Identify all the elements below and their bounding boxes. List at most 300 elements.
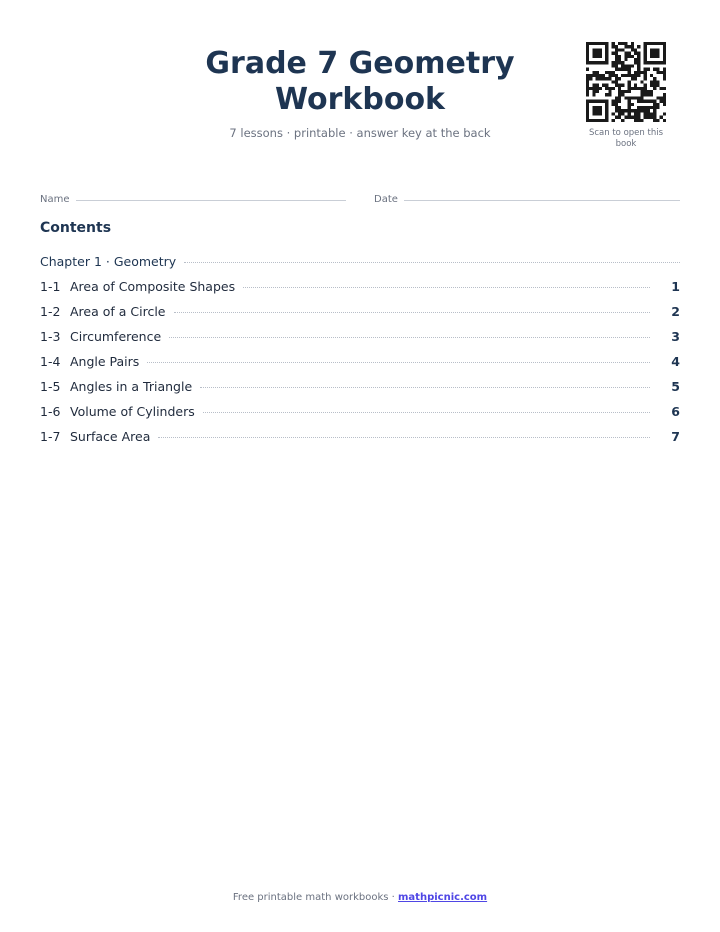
qr-module bbox=[599, 55, 602, 58]
dot-leader bbox=[169, 337, 650, 338]
qr-module bbox=[634, 58, 637, 61]
qr-module bbox=[612, 45, 615, 48]
qr-module bbox=[605, 112, 608, 115]
lesson-row[interactable] bbox=[40, 304, 680, 329]
qr-module bbox=[621, 68, 624, 71]
qr-module bbox=[592, 52, 595, 55]
qr-module bbox=[621, 48, 624, 51]
qr-module bbox=[663, 87, 666, 90]
qr-module bbox=[596, 109, 599, 112]
qr-caption: Scan to open this book bbox=[588, 128, 664, 149]
qr-module bbox=[599, 106, 602, 109]
footer-link[interactable]: mathpicnic.com bbox=[398, 892, 488, 903]
qr-module bbox=[599, 52, 602, 55]
qr-module bbox=[586, 90, 589, 93]
qr-module bbox=[596, 71, 599, 74]
qr-module bbox=[631, 45, 634, 48]
qr-module bbox=[663, 55, 666, 58]
qr-module bbox=[637, 116, 640, 119]
qr-module bbox=[621, 84, 624, 87]
qr-module bbox=[586, 55, 589, 58]
qr-module bbox=[628, 106, 631, 109]
qr-module bbox=[615, 96, 618, 99]
qr-module bbox=[653, 61, 656, 64]
dot-leader bbox=[147, 362, 650, 363]
qr-module bbox=[602, 100, 605, 103]
qr-module bbox=[640, 90, 643, 93]
dot-leader bbox=[243, 287, 650, 288]
qr-module bbox=[637, 61, 640, 64]
qr-module bbox=[637, 96, 640, 99]
qr-module bbox=[653, 87, 656, 90]
qr-module bbox=[663, 103, 666, 106]
qr-module bbox=[653, 106, 656, 109]
qr-module bbox=[650, 93, 653, 96]
qr-module bbox=[592, 87, 595, 90]
qr-module bbox=[605, 84, 608, 87]
qr-module bbox=[599, 42, 602, 45]
qr-module bbox=[637, 106, 640, 109]
qr-module bbox=[631, 55, 634, 58]
qr-module bbox=[586, 45, 589, 48]
lesson-page-number: 1 bbox=[671, 279, 680, 294]
qr-module bbox=[650, 100, 653, 103]
qr-module bbox=[624, 55, 627, 58]
qr-module bbox=[650, 90, 653, 93]
qr-module bbox=[631, 74, 634, 77]
qr-module bbox=[637, 45, 640, 48]
qr-module bbox=[605, 119, 608, 122]
lesson-page-number: 3 bbox=[671, 329, 680, 344]
qr-module bbox=[615, 103, 618, 106]
qr-module bbox=[608, 77, 611, 80]
qr-module bbox=[656, 42, 659, 45]
qr-module bbox=[605, 103, 608, 106]
lesson-page-number: 4 bbox=[671, 354, 680, 369]
name-line[interactable] bbox=[76, 200, 346, 201]
qr-module bbox=[634, 77, 637, 80]
qr-module bbox=[612, 74, 615, 77]
qr-module bbox=[599, 112, 602, 115]
qr-module bbox=[650, 74, 653, 77]
qr-module bbox=[634, 48, 637, 51]
qr-module bbox=[615, 58, 618, 61]
qr-module bbox=[660, 116, 663, 119]
qr-module bbox=[631, 42, 634, 45]
lesson-row[interactable] bbox=[40, 429, 680, 454]
qr-module bbox=[586, 119, 589, 122]
qr-module bbox=[621, 119, 624, 122]
qr-module bbox=[618, 58, 621, 61]
qr-module bbox=[599, 77, 602, 80]
qr-module bbox=[589, 119, 592, 122]
date-label: Date bbox=[374, 193, 398, 205]
qr-module bbox=[653, 100, 656, 103]
qr-module bbox=[663, 112, 666, 115]
qr-module bbox=[631, 87, 634, 90]
qr-module bbox=[586, 106, 589, 109]
title-line-2: Workbook bbox=[274, 82, 446, 117]
qr-module bbox=[596, 100, 599, 103]
lesson-row[interactable] bbox=[40, 354, 680, 379]
qr-module bbox=[637, 112, 640, 115]
qr-module bbox=[663, 68, 666, 71]
qr-module bbox=[628, 96, 631, 99]
qr-module bbox=[647, 106, 650, 109]
qr-module bbox=[647, 90, 650, 93]
qr-module bbox=[628, 109, 631, 112]
qr-module bbox=[647, 42, 650, 45]
qr-module bbox=[605, 61, 608, 64]
qr-module bbox=[653, 80, 656, 83]
qr-module bbox=[634, 52, 637, 55]
qr-module bbox=[618, 84, 621, 87]
qr-module bbox=[660, 71, 663, 74]
qr-module bbox=[624, 109, 627, 112]
qr-module bbox=[663, 71, 666, 74]
qr-module bbox=[621, 42, 624, 45]
qr-module bbox=[653, 116, 656, 119]
qr-module bbox=[621, 112, 624, 115]
qr-module bbox=[592, 93, 595, 96]
date-line[interactable] bbox=[404, 200, 680, 201]
qr-module bbox=[589, 100, 592, 103]
qr-module bbox=[586, 103, 589, 106]
qr-module bbox=[615, 74, 618, 77]
qr-module bbox=[644, 106, 647, 109]
qr-module bbox=[640, 71, 643, 74]
qr-module bbox=[663, 45, 666, 48]
qr-module bbox=[631, 103, 634, 106]
qr-module bbox=[589, 74, 592, 77]
qr-module bbox=[650, 55, 653, 58]
lesson-row[interactable] bbox=[40, 379, 680, 404]
qr-module bbox=[640, 80, 643, 83]
qr-module bbox=[618, 96, 621, 99]
qr-module bbox=[656, 103, 659, 106]
qr-module bbox=[592, 106, 595, 109]
qr-module bbox=[637, 87, 640, 90]
qr-module bbox=[612, 52, 615, 55]
qr-module bbox=[634, 74, 637, 77]
qr-module bbox=[596, 84, 599, 87]
qr-module bbox=[660, 96, 663, 99]
qr-module bbox=[628, 100, 631, 103]
qr-module bbox=[637, 64, 640, 67]
qr-module bbox=[628, 116, 631, 119]
qr-module bbox=[663, 100, 666, 103]
qr-module bbox=[660, 100, 663, 103]
qr-module bbox=[663, 119, 666, 122]
qr-module bbox=[634, 71, 637, 74]
qr-module bbox=[650, 116, 653, 119]
qr-module bbox=[637, 109, 640, 112]
qr-module bbox=[599, 61, 602, 64]
qr-module bbox=[660, 87, 663, 90]
qr-module bbox=[605, 100, 608, 103]
lesson-number: 1-4 bbox=[40, 354, 61, 369]
qr-module bbox=[612, 61, 615, 64]
qr-module bbox=[637, 52, 640, 55]
qr-module bbox=[612, 103, 615, 106]
qr-module bbox=[615, 45, 618, 48]
lesson-title: Angles in a Triangle bbox=[70, 379, 193, 394]
name-field[interactable] bbox=[40, 192, 346, 206]
qr-module bbox=[640, 96, 643, 99]
qr-module bbox=[650, 52, 653, 55]
qr-module bbox=[596, 52, 599, 55]
qr-module bbox=[644, 109, 647, 112]
qr-module bbox=[628, 71, 631, 74]
title-line-1: Grade 7 Geometry bbox=[205, 46, 515, 81]
qr-module bbox=[628, 68, 631, 71]
date-field[interactable] bbox=[374, 192, 680, 206]
qr-module bbox=[602, 77, 605, 80]
qr-module bbox=[596, 55, 599, 58]
qr-module bbox=[599, 74, 602, 77]
qr-module bbox=[618, 116, 621, 119]
qr-module bbox=[644, 77, 647, 80]
qr-module bbox=[602, 74, 605, 77]
page-footer bbox=[0, 892, 720, 903]
lesson-row[interactable] bbox=[40, 279, 680, 304]
contents-heading: Contents bbox=[40, 220, 112, 236]
qr-module bbox=[650, 112, 653, 115]
qr-module bbox=[663, 61, 666, 64]
qr-module bbox=[653, 52, 656, 55]
qr-module bbox=[586, 93, 589, 96]
qr-module bbox=[586, 116, 589, 119]
qr-module bbox=[586, 68, 589, 71]
qr-module bbox=[634, 119, 637, 122]
qr-module bbox=[628, 103, 631, 106]
qr-module bbox=[605, 45, 608, 48]
qr-module bbox=[624, 116, 627, 119]
qr-module bbox=[596, 42, 599, 45]
lesson-page-number: 7 bbox=[671, 429, 680, 444]
qr-module bbox=[592, 74, 595, 77]
qr-module bbox=[612, 100, 615, 103]
qr-module bbox=[656, 52, 659, 55]
qr-module bbox=[644, 52, 647, 55]
qr-module bbox=[653, 77, 656, 80]
qr-module bbox=[608, 87, 611, 90]
qr-module bbox=[628, 64, 631, 67]
lesson-row[interactable] bbox=[40, 329, 680, 354]
dot-leader bbox=[200, 387, 650, 388]
qr-module bbox=[605, 106, 608, 109]
qr-module bbox=[586, 58, 589, 61]
qr-module bbox=[621, 90, 624, 93]
qr-module bbox=[653, 112, 656, 115]
qr-module bbox=[634, 112, 637, 115]
qr-module bbox=[628, 74, 631, 77]
qr-module bbox=[586, 52, 589, 55]
qr-module bbox=[608, 71, 611, 74]
qr-module bbox=[586, 87, 589, 90]
qr-module bbox=[586, 61, 589, 64]
lesson-title: Circumference bbox=[70, 329, 162, 344]
qr-module bbox=[624, 90, 627, 93]
qr-module bbox=[628, 84, 631, 87]
qr-module bbox=[618, 100, 621, 103]
qr-module bbox=[647, 109, 650, 112]
qr-module bbox=[650, 84, 653, 87]
qr-module bbox=[660, 42, 663, 45]
qr-module bbox=[653, 103, 656, 106]
qr-module bbox=[596, 48, 599, 51]
qr-module bbox=[615, 84, 618, 87]
qr-module bbox=[644, 84, 647, 87]
lesson-page-number: 2 bbox=[671, 304, 680, 319]
qr-module bbox=[612, 112, 615, 115]
qr-module bbox=[586, 109, 589, 112]
qr-module bbox=[624, 96, 627, 99]
qr-module bbox=[605, 42, 608, 45]
qr-module bbox=[615, 64, 618, 67]
qr-module bbox=[608, 74, 611, 77]
qr-module bbox=[624, 42, 627, 45]
table-of-contents bbox=[40, 254, 680, 454]
qr-module bbox=[663, 77, 666, 80]
qr-module bbox=[615, 52, 618, 55]
qr-module bbox=[624, 64, 627, 67]
qr-module bbox=[615, 48, 618, 51]
qr-module bbox=[596, 119, 599, 122]
qr-module bbox=[618, 87, 621, 90]
lesson-number: 1-6 bbox=[40, 404, 61, 419]
qr-module bbox=[615, 77, 618, 80]
qr-module bbox=[644, 100, 647, 103]
qr-module bbox=[647, 112, 650, 115]
qr-module bbox=[656, 48, 659, 51]
qr-module bbox=[656, 106, 659, 109]
qr-module bbox=[647, 116, 650, 119]
qr-module bbox=[663, 96, 666, 99]
qr-module bbox=[644, 90, 647, 93]
dot-leader bbox=[174, 312, 651, 313]
qr-module bbox=[612, 80, 615, 83]
qr-module bbox=[644, 55, 647, 58]
qr-module bbox=[605, 48, 608, 51]
qr-module bbox=[640, 109, 643, 112]
qr-module bbox=[628, 45, 631, 48]
qr-module bbox=[602, 61, 605, 64]
qr-module bbox=[624, 52, 627, 55]
qr-module bbox=[637, 71, 640, 74]
qr-module bbox=[634, 61, 637, 64]
qr-module bbox=[605, 58, 608, 61]
qr-module bbox=[624, 45, 627, 48]
qr-module bbox=[592, 42, 595, 45]
qr-module bbox=[618, 112, 621, 115]
qr-module bbox=[592, 84, 595, 87]
qr-module bbox=[596, 77, 599, 80]
qr-module bbox=[586, 48, 589, 51]
qr-module bbox=[637, 74, 640, 77]
qr-module bbox=[660, 61, 663, 64]
qr-module bbox=[605, 55, 608, 58]
qr-module bbox=[589, 61, 592, 64]
qr-module bbox=[599, 48, 602, 51]
qr-module bbox=[596, 90, 599, 93]
qr-code[interactable] bbox=[586, 42, 666, 122]
qr-module bbox=[640, 100, 643, 103]
qr-module bbox=[602, 42, 605, 45]
dot-leader bbox=[203, 412, 650, 413]
qr-module bbox=[647, 93, 650, 96]
qr-module bbox=[602, 84, 605, 87]
qr-module bbox=[615, 61, 618, 64]
qr-module bbox=[621, 64, 624, 67]
qr-module bbox=[663, 42, 666, 45]
qr-module bbox=[644, 112, 647, 115]
qr-module bbox=[631, 77, 634, 80]
qr-module bbox=[599, 109, 602, 112]
qr-module bbox=[615, 116, 618, 119]
qr-module bbox=[618, 106, 621, 109]
qr-module bbox=[592, 90, 595, 93]
qr-module bbox=[621, 109, 624, 112]
lesson-row[interactable] bbox=[40, 404, 680, 429]
qr-module bbox=[605, 52, 608, 55]
chapter-row bbox=[40, 254, 680, 279]
qr-module bbox=[605, 87, 608, 90]
lesson-title: Volume of Cylinders bbox=[70, 404, 195, 419]
qr-module bbox=[624, 74, 627, 77]
qr-module bbox=[656, 61, 659, 64]
qr-module bbox=[631, 48, 634, 51]
qr-module bbox=[605, 77, 608, 80]
qr-module bbox=[640, 93, 643, 96]
qr-module bbox=[592, 109, 595, 112]
lesson-title: Area of a Circle bbox=[70, 304, 166, 319]
qr-module bbox=[628, 90, 631, 93]
qr-module bbox=[634, 96, 637, 99]
footer-text: Free printable math workbooks · bbox=[232, 892, 399, 903]
qr-module bbox=[589, 42, 592, 45]
qr-module bbox=[644, 58, 647, 61]
qr-module bbox=[596, 112, 599, 115]
qr-module bbox=[592, 55, 595, 58]
workbook-subtitle: 7 lessons · printable · answer key at the back bbox=[229, 126, 491, 140]
qr-module bbox=[589, 87, 592, 90]
qr-module bbox=[615, 80, 618, 83]
lesson-page-number: 5 bbox=[671, 379, 680, 394]
qr-module bbox=[663, 74, 666, 77]
qr-module bbox=[615, 55, 618, 58]
qr-module bbox=[634, 87, 637, 90]
qr-module bbox=[647, 100, 650, 103]
qr-module bbox=[637, 100, 640, 103]
qr-module bbox=[637, 68, 640, 71]
qr-module bbox=[644, 42, 647, 45]
qr-module bbox=[612, 42, 615, 45]
qr-module bbox=[621, 74, 624, 77]
qr-module bbox=[637, 119, 640, 122]
qr-module bbox=[624, 58, 627, 61]
qr-module bbox=[624, 68, 627, 71]
qr-module bbox=[586, 80, 589, 83]
qr-module bbox=[592, 61, 595, 64]
qr-module bbox=[663, 58, 666, 61]
qr-module bbox=[644, 74, 647, 77]
qr-module bbox=[656, 55, 659, 58]
qr-module bbox=[653, 48, 656, 51]
qr-module bbox=[586, 84, 589, 87]
qr-module bbox=[605, 109, 608, 112]
qr-module bbox=[612, 71, 615, 74]
